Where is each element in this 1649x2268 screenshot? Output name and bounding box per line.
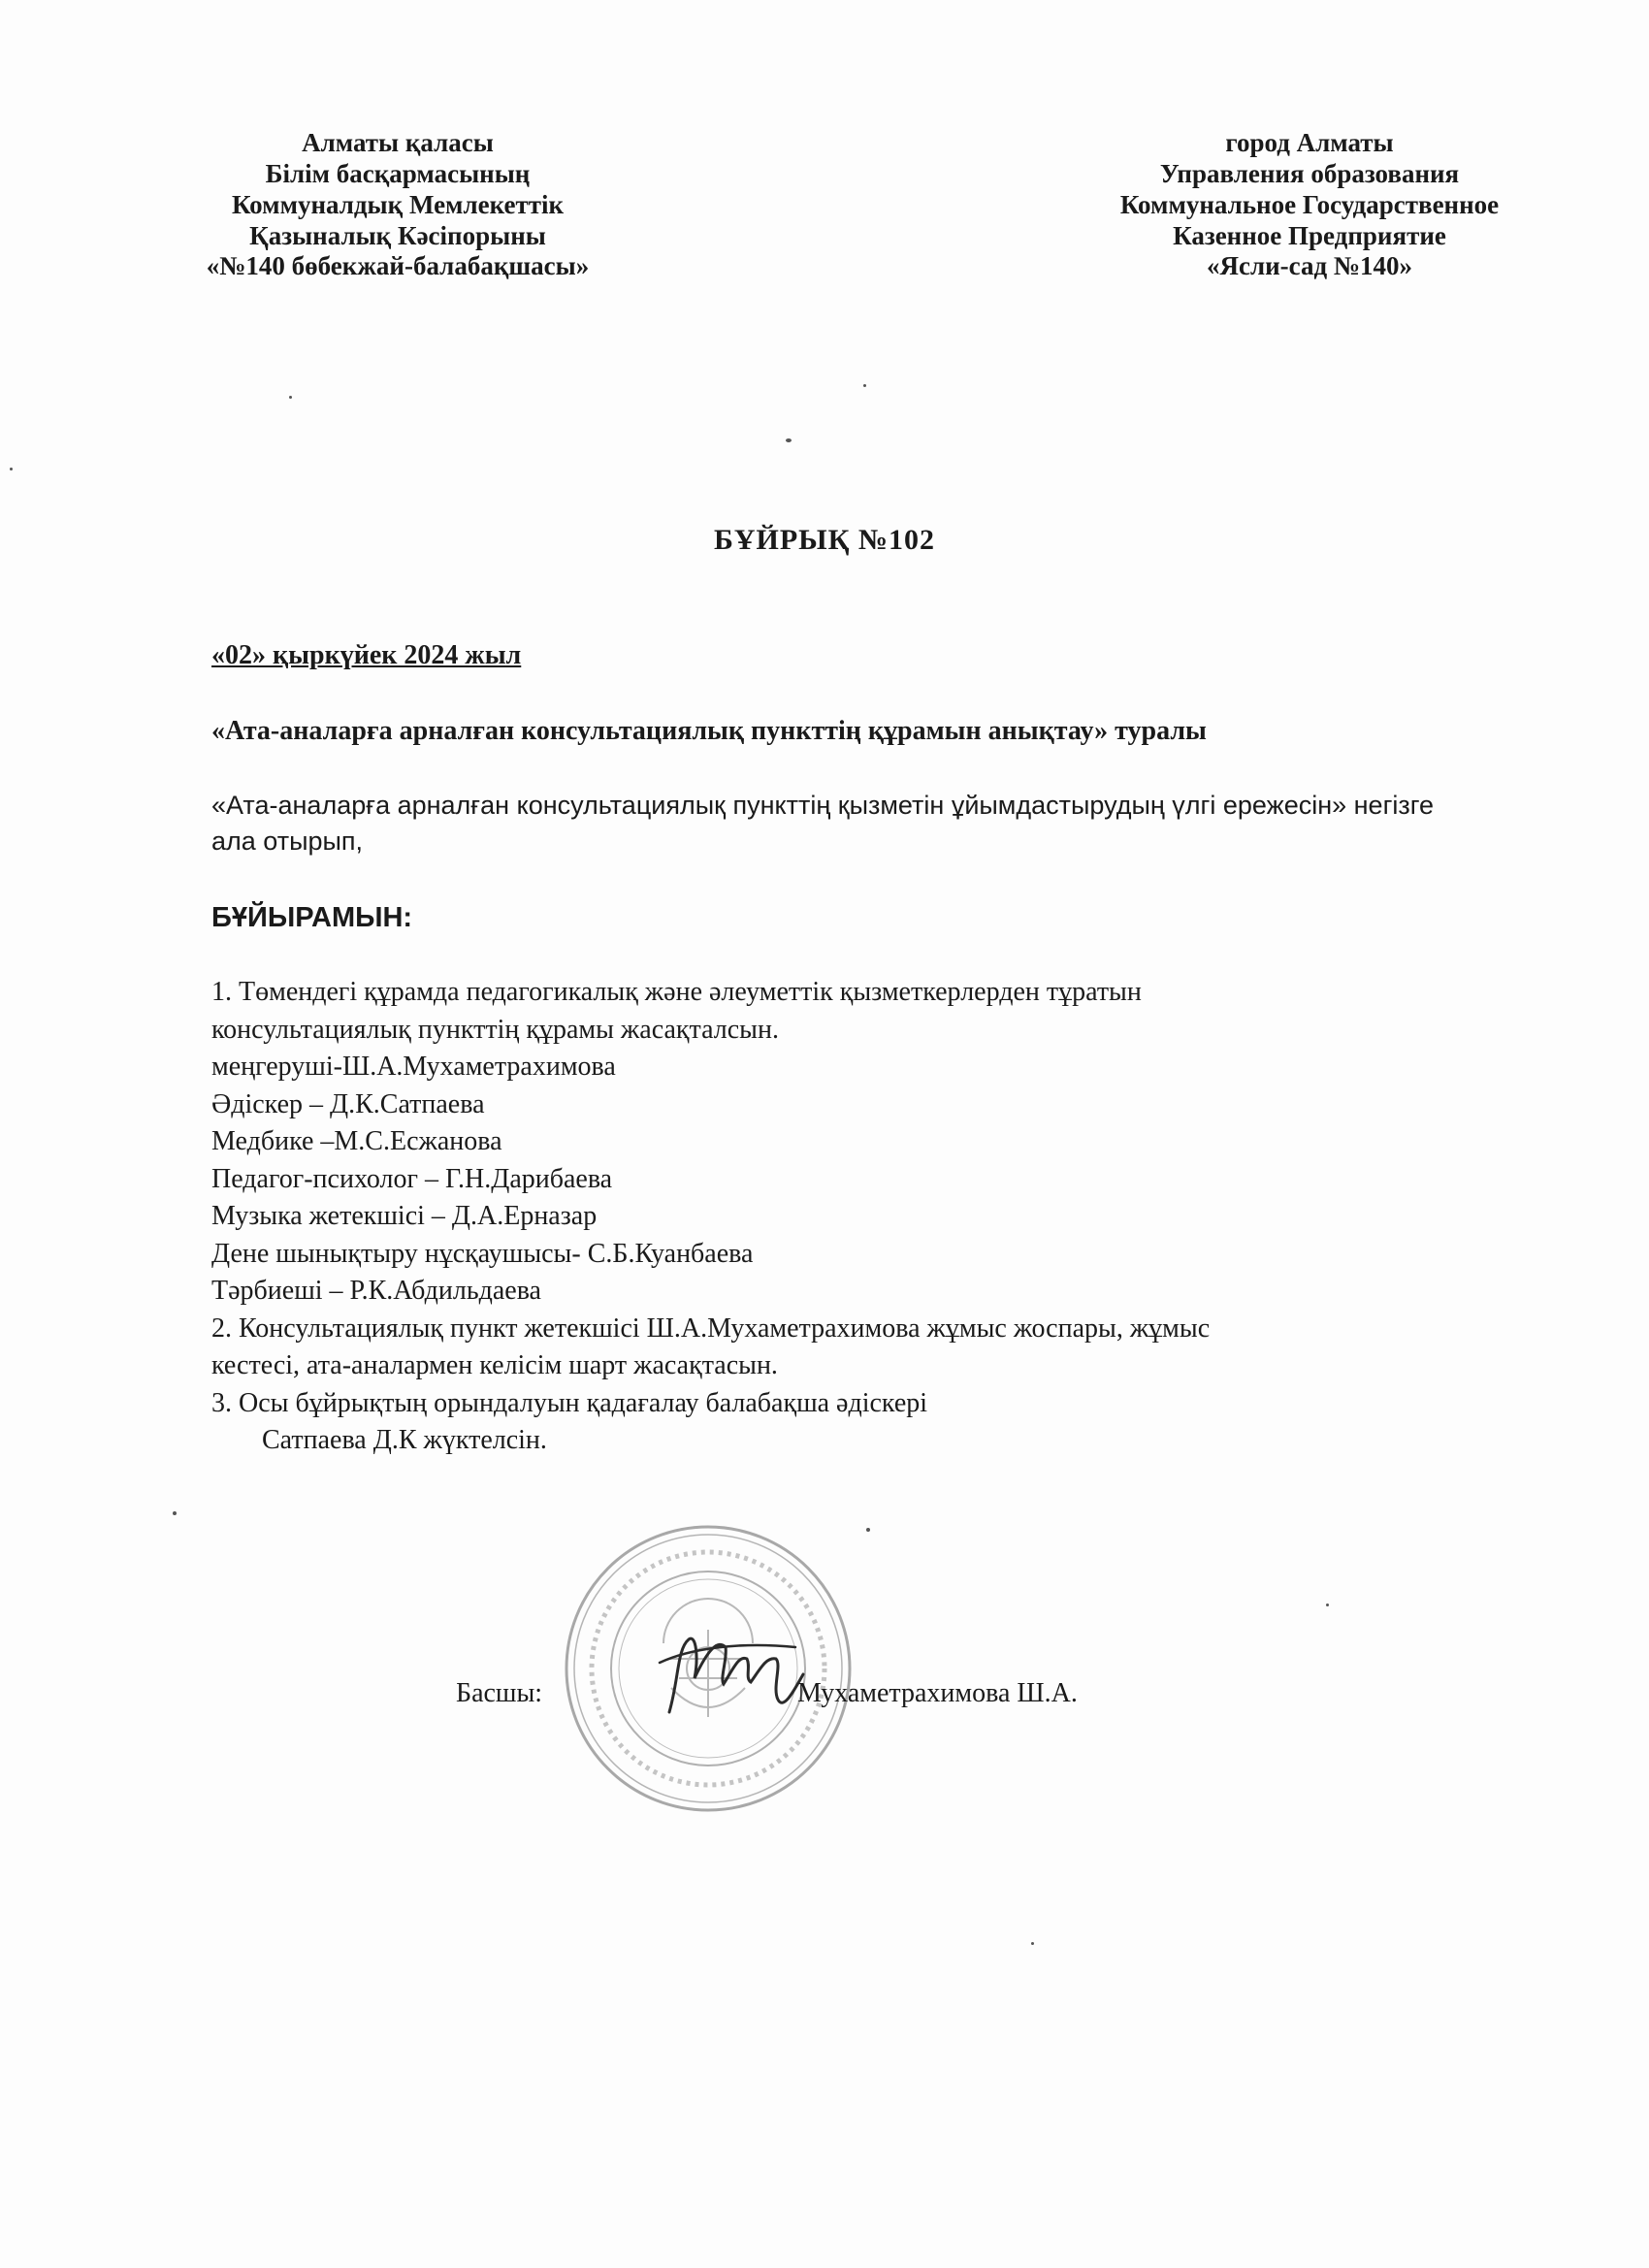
- scan-speck: [786, 438, 792, 442]
- document-subject: «Ата-аналарға арналған консультациялық пункттің құрамын анықтау» туралы: [211, 716, 1207, 746]
- document-basis: «Ата-аналарға арналған консультациялық пункттің қызметін ұйымдастырудың үлгі ережесін» негізге ала отырып,: [211, 791, 1435, 857]
- order-line: 1. Төмендегі құрамда педагогикалық және әлеуметтік қызметкерлерден тұратын: [211, 977, 1142, 1007]
- header-russian: [1018, 128, 1600, 282]
- scan-speck: [1326, 1604, 1329, 1606]
- header-right-line: Коммунальное Государственное: [1119, 189, 1500, 219]
- document-date: «02» қыркүйек 2024 жыл: [211, 640, 522, 670]
- header-left-line: Қазыналық Кәсіпорыны: [249, 220, 546, 250]
- scan-speck: [866, 1528, 870, 1532]
- order-line: 3. Осы бұйрықтың орындалуын қадағалау балабақша әдіскері: [211, 1387, 928, 1418]
- document-title: БҰЙРЫҚ №102: [713, 524, 936, 556]
- header-left-line: Білім басқармасының: [265, 158, 531, 188]
- signature-role: Басшы:: [456, 1678, 543, 1708]
- order-line: консультациялық пункттің құрамы жасақталсын.: [211, 1014, 779, 1045]
- order-line: Әдіскер – Д.К.Сатпаева: [211, 1088, 485, 1119]
- order-line: Дене шынықтыру нұсқаушысы- С.Б.Куанбаева: [211, 1238, 754, 1269]
- signature-name: Мухаметрахимова Ш.А.: [797, 1678, 1078, 1708]
- signature-block: [456, 1678, 1078, 1709]
- order-line: Сатпаева Д.К жүктелсін.: [262, 1425, 547, 1455]
- order-line: Педагог-психолог – Г.Н.Дарибаева: [211, 1163, 613, 1194]
- scan-speck: [10, 468, 13, 470]
- header-right-line: «Ясли-сад №140»: [1206, 251, 1413, 281]
- header-left-line: Коммуналдық Мемлекеттік: [231, 189, 565, 219]
- scan-speck: [173, 1511, 177, 1515]
- order-line: меңгеруші-Ш.А.Мухаметрахимова: [211, 1052, 616, 1082]
- header-left-line: «№140 бөбекжай-балабақшасы»: [206, 251, 590, 281]
- order-line: Тәрбиеші – Р.К.Абдильдаева: [211, 1276, 541, 1306]
- scan-speck: [1031, 1942, 1034, 1945]
- order-line: Музыка жетекшісі – Д.А.Ерназар: [211, 1201, 598, 1231]
- scan-speck: [289, 396, 292, 399]
- order-line: кестесі, ата-аналармен келісім шарт жасақтасын.: [211, 1350, 778, 1380]
- order-heading: БҰЙЫРАМЫН:: [211, 902, 413, 933]
- order-line: 2. Консультациялық пункт жетекшісі Ш.А.Мухаметрахимова жұмыс жоспары, жұмыс: [211, 1312, 1211, 1344]
- scan-speck: [863, 384, 866, 387]
- header-right-line: город Алматы: [1225, 128, 1394, 157]
- handwritten-signature: [650, 1620, 815, 1727]
- order-line: Медбике –М.С.Есжанова: [211, 1126, 502, 1156]
- header-right-line: Управления образования: [1159, 158, 1460, 188]
- header-right-line: Казенное Предприятие: [1173, 220, 1446, 250]
- order-body: [211, 974, 1434, 1460]
- header-kazakh: [107, 128, 689, 282]
- header-left-line: Алматы қаласы: [302, 128, 494, 157]
